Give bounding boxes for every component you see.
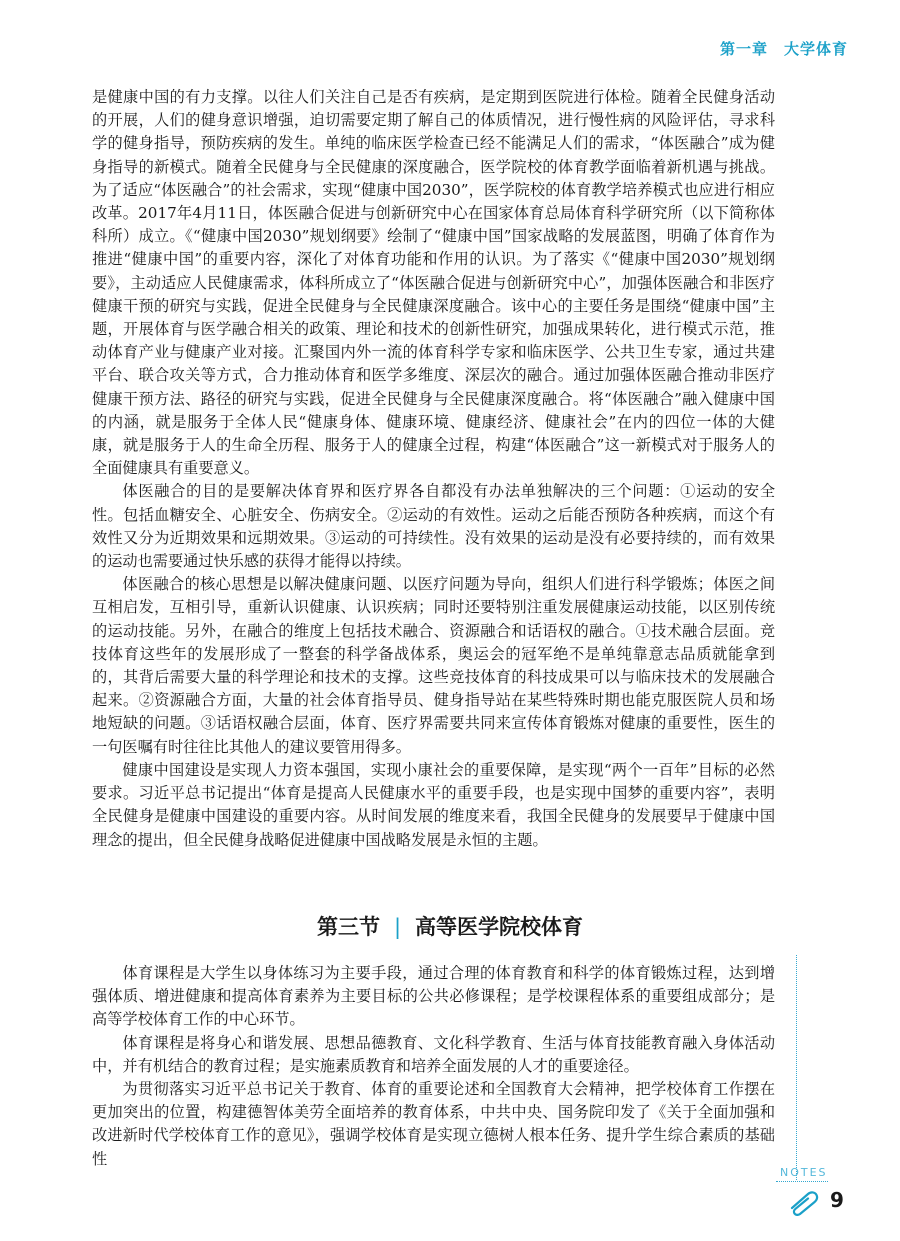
paragraph: 是健康中国的有力支撑。以往人们关注自己是否有疾病，是定期到医院进行体检。随着全民健身活动的开展，人们的健身意识增强，迫切需要定期了解自己的体质情况，进行慢性病的风险评估，寻求科学的健身指导，预防疾病的发生。单纯的临床医学检查已经不能满足人们的需求，“体医融合”成为健身指导的新模式。随着全民健身与全民健康的深度融合，医学院校的体育教学面临着新机遇与挑战。为了适应“体医融合”的社会需求，实现“健康中国2030”，医学院校的体育教学培养模式也应进行相应改革。2017年4月11日，体医融合促进与创新研究中心在国家体育总局体育科学研究所（以下简称体科所）成立。《“健康中国2030”规划纲要》绘制了“健康中国”国家战略的发展蓝图，明确了体育作为推进“健康中国”的重要内容，深化了对体育功能和作用的认识。为了落实《“健康中国2030”规划纲要》，主动适应人民健康需求，体科所成立了“体医融合促进与创新研究中心”，加强体医融合和非医疗健康干预的研究与实践，促进全民健身与全民健康深度融合。该中心的主要任务是围绕“健康中国”主题，开展体育与医学融合相关的政策、理论和技术的创新性研究，加强成果转化，进行模式示范，推动体育产业与健康产业对接。汇聚国内外一流的体育科学专家和临床医学、公共卫生专家，通过共建平台、联合攻关等方式，合力推动体育和医学多维度、深层次的融合。通过加强体医融合推动非医疗健康干预方法、路径的研究与实践，促进全民健身与全民健康深度融合。将“体医融合”融入健康中国的内涵，就是服务于全体人民“健康身体、健康环境、健康经济、健康社会”在内的四位一体的大健康，就是服务于人的生命全历程、服务于人的健康全过程，构建“体医融合”这一新模式对于服务人的全面健康具有重要意义。 (92, 88, 775, 478)
notes-margin-line (796, 955, 797, 1180)
section-number: 第三节 (316, 915, 380, 939)
paragraph: 体育课程是将身心和谐发展、思想品德教育、文化科学教育、生活与体育技能教育融入身体活动中，并有机结合的教育过程；是实施素质教育和培养全面发展的人才的重要途径。 (92, 1033, 775, 1075)
section-divider: | (393, 915, 402, 939)
paragraph: 体医融合的核心思想是以解决健康问题、以医疗问题为导向，组织人们进行科学锻炼；体医之间互相启发，互相引导，重新认识健康、认识疾病；同时还要特别注重发展健康运动技能，以区别传统的运动技能。另外，在融合的维度上包括技术融合、资源融合和话语权的融合。①技术融合层面。竞技体育这些年的发展形成了一整套的科学备战体系，奥运会的冠军绝不是单纯靠意志品质就能拿到的，其背后需要大量的科学理论和技术的支撑。这些竞技体育的科技成果可以与临床技术的发展融合起来。②资源融合方面，大量的社会体育指导员、健身指导站在某些特殊时期也能克服医院人员和场地短缺的问题。③话语权融合层面，体育、医疗界需要共同来宣传体育锻炼对健康的重要性，医生的一句医嘱有时往往比其他人的建议要管用得多。 (92, 575, 775, 756)
chapter-header: 第一章 大学体育 (719, 40, 848, 58)
section-heading (0, 911, 900, 941)
section-title: 高等医学院校体育 (415, 915, 584, 939)
page-number: 9 (830, 1188, 844, 1212)
notes-rule (776, 1181, 828, 1182)
paragraph: 健康中国建设是实现人力资本强国，实现小康社会的重要保障，是实现“两个一百年”目标的必然要求。习近平总书记提出“体育是提高人民健康水平的重要手段，也是实现中国梦的重要内容”，表明全民健身是健康中国建设的重要内容。从时间发展的维度来看，我国全民健身的发展要早于健康中国理念的提出，但全民健身战略促进健康中国战略发展是永恒的主题。 (92, 760, 775, 849)
paragraph: 体医融合的目的是要解决体育界和医疗界各自都没有办法单独解决的三个问题：①运动的安全性。包括血糖安全、心脏安全、伤病安全。②运动的有效性。运动之后能否预防各种疾病，而这个有效性又分为近期效果和远期效果。③运动的可持续性。没有效果的运动是没有必要持续的，而有效果的运动也需要通过快乐感的获得才能得以持续。 (92, 482, 775, 571)
notes-label: NOTES (780, 1166, 828, 1179)
body-text-bottom (92, 962, 775, 1171)
paragraph: 为贯彻落实习近平总书记关于教育、体育的重要论述和全国教育大会精神，把学校体育工作摆在更加突出的位置，构建德智体美劳全面培养的教育体系，中共中央、国务院印发了《关于全面加强和改进新时代学校体育工作的意见》，强调学校体育是实现立德树人根本任务、提升学生综合素质的基础性 (92, 1080, 775, 1168)
body-text-top (92, 86, 775, 852)
paragraph: 体育课程是大学生以身体练习为主要手段，通过合理的体育教育和科学的体育锻炼过程，达到增强体质、增进健康和提高体育素养为主要目标的公共必修课程；是学校课程体系的重要组成部分；是高等学校体育工作的中心环节。 (92, 964, 775, 1029)
paperclip-icon (786, 1188, 820, 1216)
